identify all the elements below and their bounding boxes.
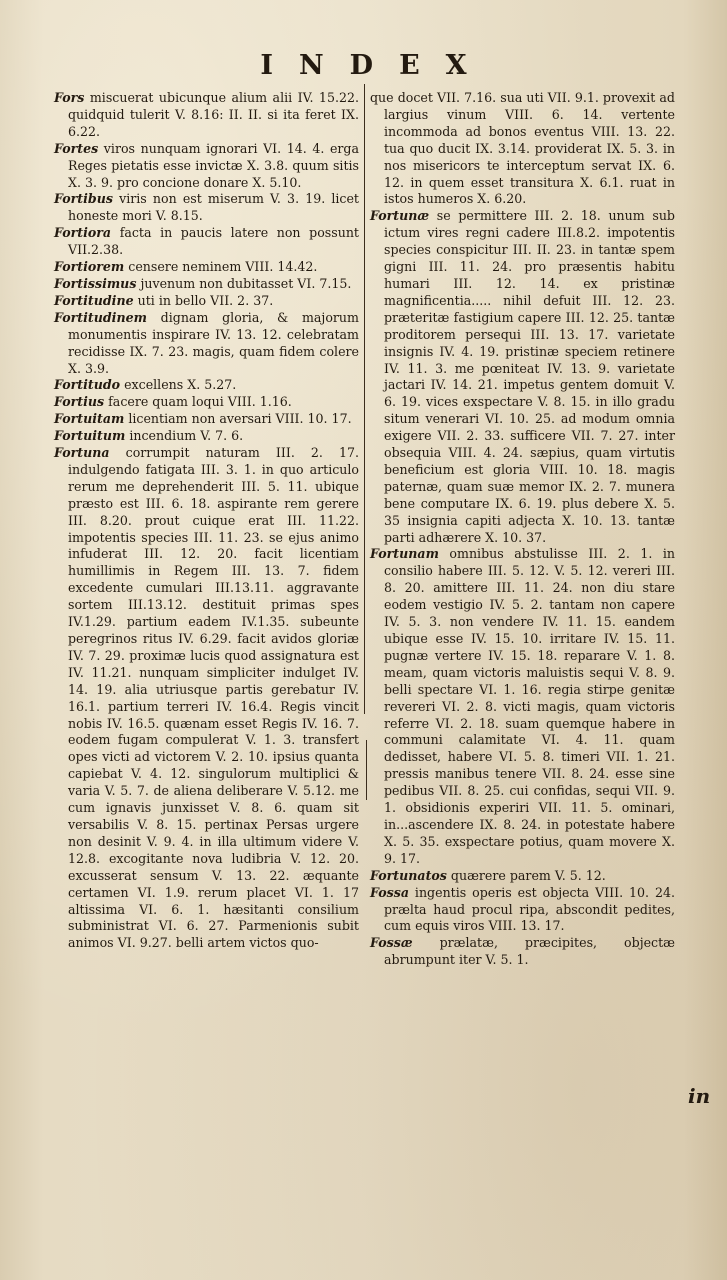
entry-text: uti in bello VII. 2. 37. <box>133 292 274 308</box>
index-entry <box>370 208 675 546</box>
entry-text: facere quam loqui VIII. 1.16. <box>104 394 292 410</box>
index-entry <box>54 293 359 310</box>
entry-text: miscuerat ubicunque alium alii IV. 15.22. quidquid tulerit V. 8.16: II. II. si ita feret IX. 6.22. <box>68 90 359 139</box>
entry-text: ingentis operis est objecta VIII. 10. 24. prælta haud procul ripa, abscondit pedites, cum equis viros VIII. 13. 17. <box>384 884 675 934</box>
entry-text: juvenum non dubitasset VI. 7.15. <box>136 275 352 291</box>
entry-lemma: Fortius <box>54 394 105 410</box>
entry-lemma: Fortibus <box>54 191 113 207</box>
page-header: INDEX <box>260 50 493 81</box>
entry-text: viris non est miserum V. 3. 19. licet honeste mori V. 8.15. <box>68 191 359 224</box>
index-entry <box>54 310 359 378</box>
index-entry <box>54 377 359 394</box>
entry-lemma: Fortunæ <box>370 208 430 224</box>
entry-lemma: Fortunatos <box>370 867 447 883</box>
entry-lemma: Fossa <box>370 884 409 900</box>
entry-lemma: Fortuitam <box>54 411 125 427</box>
entry-lemma: Fortunam <box>370 546 439 562</box>
index-entry <box>54 225 359 259</box>
entry-text: facta in paucis latere non possunt VII.2.38. <box>68 225 359 258</box>
entry-text: omnibus abstulisse III. 2. 1. in consilio habere III. 5. 12. V. 5. 12. vereri III. 8. 20. amittere III. 11. 24. non diu stare eodem vestigio IV. 5. 2. tantam non capere IV. 5. 3. non vendere IV. 11. 15. eandem ubique esse IV. 15. 10. irritare IV. 15. 11. pugnæ vertere IV. 15. 18. reparare V. 1. 8. meam, quam victoris maluistis sequi V. 8. 9. belli spectare VI. 1. 16. regia stirpe genitæ revereri VI. 2. 8. victi magis, quam victoris referre VI. 2. 18. suam quemque habere in communi calamitate VI. 4. 11. quam dedisset, habere VI. 5. 8. timeri VII. 1. 21. pressis manibus tenere VII. 8. 24. esse sine pedibus VII. 8. 25. cui confidas, sequi VII. 9. 1. obsidionis experiri VII. 11. 5. ominari, in...ascendere IX. 8. 24. in potestate habere X. 5. 35. exspectare potius, quam movere X. 9. 17. <box>384 546 675 866</box>
column-divider <box>364 84 365 714</box>
catchword: in <box>688 1084 711 1108</box>
index-entry <box>54 445 359 952</box>
entry-text: que docet VII. 7.16. sua uti VII. 9.1. provexit ad largius vinum VIII. 6. 14. vertente incommoda ad bonos eventus VIII. 13. 22. tua quo ducit IX. 3.14. providerat IX. 5. 3. in nos misericors te interceptum servat IX. 6. 12. in quem esset transitura X. 6.1. ruat in istos humeros X. 6.20. <box>370 90 675 207</box>
index-entry-continued <box>370 90 675 208</box>
index-entry <box>370 935 675 969</box>
right-column <box>370 90 675 969</box>
index-entry <box>54 276 359 293</box>
entry-lemma: Fossæ <box>370 935 413 951</box>
entry-text: dignam gloria, & majorum monumentis inspirare IV. 13. 12. celebratam recidisse IX. 7. 23. magis, quam fidem colere X. 3.9. <box>68 309 359 376</box>
index-entry <box>370 868 675 885</box>
entry-lemma: Fortissimus <box>54 275 137 291</box>
entry-text: prælatæ, præcipites, objectæ abrumpunt iter V. 5. 1. <box>384 935 675 968</box>
entry-lemma: Fortitudine <box>54 292 134 308</box>
index-entry <box>54 90 359 141</box>
entry-lemma: Fortitudo <box>54 377 121 393</box>
index-entry <box>370 885 675 936</box>
index-entry <box>54 428 359 445</box>
index-entry <box>54 259 359 276</box>
entry-text: se permittere III. 2. 18. unum sub ictum vires regni cadere III.8.2. impotentis species conspicitur III. II. 23. in tantæ spem gigni III. 11. 24. pro præsentis habitu humari III. 12. 14. ex pristinæ magnificentia..... nihil defuit III. 12. 23. præteritæ fastigium capere III. 12. 25. tantæ proditorem persequi III. 13. 17. varietate insignis IV. 4. 19. pristinæ speciem retinere IV. 11. 3. me pœniteat IV. 13. 9. varietate jactari IV. 14. 21. impetus gentem domuit V. 6. 19. vices exspectare V. 8. 15. in illo gradu situm venerari VI. 10. 25. ad modum omnia exigere VII. 2. 33. sufficere VII. 7. 27. inter obsequia VIII. 4. 24. sæpius, quam virtutis beneficium est gloria VIII. 10. 18. magis paternæ, quam suæ memor IX. 2. 7. munera bene computare IX. 6. 19. plus debere X. 5. 35 insignia capiti adjecta X. 10. 13. tantæ parti adhærere X. 10. 37. <box>384 208 675 545</box>
entry-text: censere neminem VIII. 14.42. <box>124 259 318 275</box>
entry-text: corrumpit naturam III. 2. 17. indulgendo fatigata III. 3. 1. in quo articulo rerum me deprehenderit III. 5. 11. ubique præsto est III. 6. 18. aspirante rem gerere III. 8.20. prout cuique erat III. 11.22. impotentis species III. 11. 23. se ejus animo infuderat III. 12. 20. facit licentiam humillimis in Regem III. 13. 7. fidem excedente cumulari III.13.11. aggravante sortem III.13.12. destituit primas spes IV.1.29. partium eadem IV.1.35. subeunte peregrinos ritus IV. 6.29. facit avidos gloriæ IV. 7. 29. proximæ lucis quod assignatura est IV. 11.21. nunquam simpliciter indulget IV. 14. 19. alia utriusque partis gerebatur IV. 16.1. partium terreri IV. 16.4. Regis vincit nobis IV. 16.5. quænam esset Regis IV. 16. 7. eodem fugam compulerat V. 1. 3. transfert opes victi ad victorem V. 2. 10. ipsius quanta capiebat V. 4. 12. singulorum multiplici & varia V. 5. 7. de aliena deliberare V. 5.12. me cum ignavis junxisset V. 8. 6. quam sit versabilis V. 8. 15. pertinax Persas urgere non desinit V. 9. 4. in illa ultimum videre V. 12.8. excogitante nova ludibria V. 12. 20. excusserat sensum V. 13. 22. æquante certamen VI. 1.9. rerum placet VI. 1. 17 altissima VI. 6. 1. hæsitanti consilium subministrat VI. 6. 27. Parmenionis subit animos VI. 9.27. belli artem victos quo- <box>68 445 359 951</box>
left-column <box>54 90 359 952</box>
entry-text: incendium V. 7. 6. <box>125 428 244 444</box>
entry-lemma: Fortiorem <box>54 259 125 275</box>
entry-lemma: Fortiora <box>54 225 112 241</box>
entry-text: quærere parem V. 5. 12. <box>446 867 606 883</box>
entry-lemma: Fortes <box>54 140 99 156</box>
column-divider-lower <box>366 740 367 800</box>
entry-lemma: Fortitudinem <box>54 309 147 325</box>
entry-text: licentiam non aversari VIII. 10. 17. <box>124 411 352 427</box>
entry-lemma: Fors <box>54 90 85 105</box>
index-entry <box>54 141 359 192</box>
entry-lemma: Fortuitum <box>54 428 126 444</box>
index-entry <box>54 411 359 428</box>
index-entry <box>54 394 359 411</box>
entry-text: excellens X. 5.27. <box>120 377 237 393</box>
entry-text: viros nunquam ignorari VI. 14. 4. erga Reges pietatis esse invictæ X. 3.8. quum sitis X. 3. 9. pro concione donare X. 5.10. <box>68 140 359 190</box>
index-entry <box>54 191 359 225</box>
entry-lemma: Fortuna <box>54 445 110 461</box>
index-entry <box>370 546 675 867</box>
